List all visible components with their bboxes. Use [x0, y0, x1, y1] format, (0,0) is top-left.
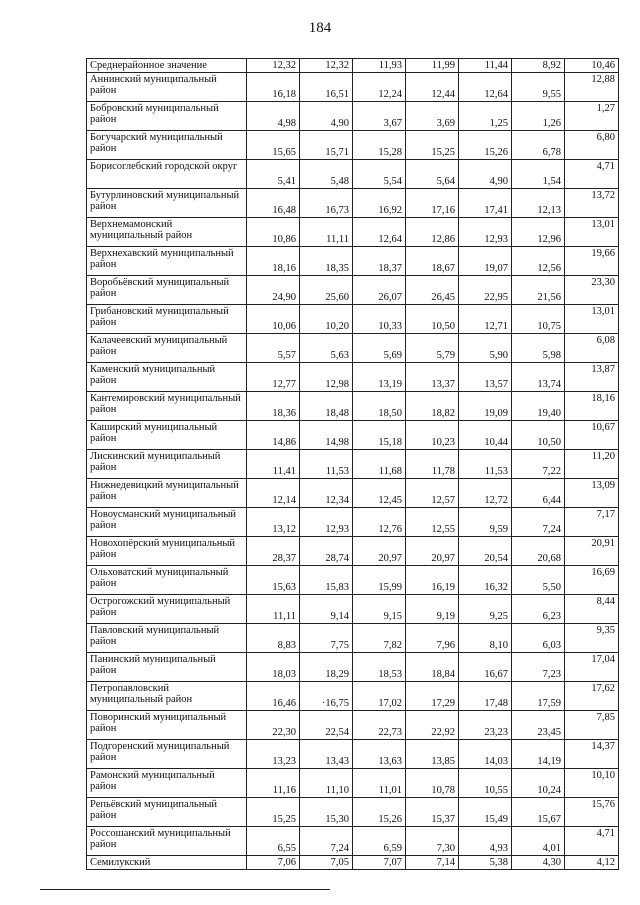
value-cell: 9,19 [406, 595, 459, 624]
table-row [87, 363, 619, 392]
row-label: Богучарский муниципальный район [87, 131, 247, 160]
value-cell: 9,35 [565, 624, 619, 653]
value-cell: 18,16 [565, 392, 619, 421]
row-label: Репьёвский муниципальный район [87, 798, 247, 827]
value-cell: 16,69 [565, 566, 619, 595]
row-label: Нижнедевицкий муниципальный район [87, 479, 247, 508]
table-row [87, 798, 619, 827]
row-label: Панинский муниципальный район [87, 653, 247, 682]
table-row [87, 392, 619, 421]
value-cell: 12,32 [247, 59, 300, 73]
value-cell: 10,20 [300, 305, 353, 334]
value-cell: 5,90 [459, 334, 512, 363]
value-cell: 20,97 [353, 537, 406, 566]
table-row [87, 247, 619, 276]
table-body [87, 59, 619, 870]
row-label: Калачеевский муниципальный район [87, 334, 247, 363]
value-cell: 11,68 [353, 450, 406, 479]
row-label: Петропавловский муниципальный район [87, 682, 247, 711]
table-row [87, 827, 619, 856]
value-cell: 6,03 [512, 624, 565, 653]
table-row [87, 537, 619, 566]
row-label: Грибановский муниципальный район [87, 305, 247, 334]
table-row [87, 276, 619, 305]
value-cell: 24,90 [247, 276, 300, 305]
value-cell: 28,74 [300, 537, 353, 566]
value-cell: 5,48 [300, 160, 353, 189]
value-cell: 4,93 [459, 827, 512, 856]
value-cell: 4,90 [459, 160, 512, 189]
value-cell: 13,01 [565, 305, 619, 334]
value-cell: 18,36 [247, 392, 300, 421]
value-cell: 1,54 [512, 160, 565, 189]
value-cell: 11,10 [300, 769, 353, 798]
row-label: Верхнемамонский муниципальный район [87, 218, 247, 247]
value-cell: 23,23 [459, 711, 512, 740]
value-cell: 11,99 [406, 59, 459, 73]
value-cell: 11,20 [565, 450, 619, 479]
value-cell: 9,14 [300, 595, 353, 624]
value-cell: 5,38 [459, 856, 512, 870]
value-cell: 7,23 [512, 653, 565, 682]
value-cell: 7,30 [406, 827, 459, 856]
value-cell: 26,45 [406, 276, 459, 305]
value-cell: 16,48 [247, 189, 300, 218]
row-label: Аннинский муниципальный район [87, 73, 247, 102]
table-row [87, 479, 619, 508]
row-label: Острогожский муниципальный район [87, 595, 247, 624]
value-cell: 11,53 [300, 450, 353, 479]
data-table [86, 58, 619, 870]
value-cell: 11,11 [300, 218, 353, 247]
value-cell: 7,14 [406, 856, 459, 870]
value-cell: 15,49 [459, 798, 512, 827]
value-cell: 13,12 [247, 508, 300, 537]
value-cell: 14,98 [300, 421, 353, 450]
value-cell: 5,64 [406, 160, 459, 189]
value-cell: 19,09 [459, 392, 512, 421]
value-cell: 6,80 [565, 131, 619, 160]
row-label: Кантемировский муниципальный район [87, 392, 247, 421]
value-cell: 20,68 [512, 537, 565, 566]
row-label: Каширский муниципальный район [87, 421, 247, 450]
value-cell: 9,15 [353, 595, 406, 624]
value-cell: 9,25 [459, 595, 512, 624]
value-cell: 13,23 [247, 740, 300, 769]
value-cell: 1,27 [565, 102, 619, 131]
value-cell: 16,46 [247, 682, 300, 711]
table-row [87, 682, 619, 711]
value-cell: 13,09 [565, 479, 619, 508]
value-cell: 5,79 [406, 334, 459, 363]
table-row [87, 305, 619, 334]
value-cell: 3,69 [406, 102, 459, 131]
value-cell: 11,01 [353, 769, 406, 798]
value-cell: 11,93 [353, 59, 406, 73]
value-cell: 13,01 [565, 218, 619, 247]
value-cell: 12,77 [247, 363, 300, 392]
value-cell: 18,84 [406, 653, 459, 682]
value-cell: 12,72 [459, 479, 512, 508]
value-cell: 13,57 [459, 363, 512, 392]
value-cell: 17,62 [565, 682, 619, 711]
value-cell: 3,67 [353, 102, 406, 131]
value-cell: 28,37 [247, 537, 300, 566]
value-cell: 7,24 [300, 827, 353, 856]
value-cell: 20,97 [406, 537, 459, 566]
value-cell: 6,44 [512, 479, 565, 508]
value-cell: 18,53 [353, 653, 406, 682]
value-cell: 15,83 [300, 566, 353, 595]
row-label: Бутурлиновский муниципальный район [87, 189, 247, 218]
table-row [87, 160, 619, 189]
row-label: Новоусманский муниципальный район [87, 508, 247, 537]
table-row [87, 624, 619, 653]
table-row [87, 653, 619, 682]
value-cell: 15,76 [565, 798, 619, 827]
value-cell: 5,41 [247, 160, 300, 189]
value-cell: 5,69 [353, 334, 406, 363]
value-cell: 8,44 [565, 595, 619, 624]
value-cell: 25,60 [300, 276, 353, 305]
value-cell: 6,59 [353, 827, 406, 856]
value-cell: 18,48 [300, 392, 353, 421]
value-cell: 15,71 [300, 131, 353, 160]
value-cell: 18,67 [406, 247, 459, 276]
value-cell: 10,55 [459, 769, 512, 798]
row-label: Россошанский муниципальный район [87, 827, 247, 856]
value-cell: 13,87 [565, 363, 619, 392]
value-cell: 13,43 [300, 740, 353, 769]
value-cell: 12,32 [300, 59, 353, 73]
value-cell: 12,96 [512, 218, 565, 247]
value-cell: 6,23 [512, 595, 565, 624]
page-number: 184 [308, 20, 332, 36]
value-cell: 9,55 [512, 73, 565, 102]
value-cell: 6,78 [512, 131, 565, 160]
value-cell: 18,50 [353, 392, 406, 421]
row-label: Лискинский муниципальный район [87, 450, 247, 479]
value-cell: 7,85 [565, 711, 619, 740]
value-cell: 17,48 [459, 682, 512, 711]
value-cell: 22,92 [406, 711, 459, 740]
value-cell: 10,24 [512, 769, 565, 798]
value-cell: 12,86 [406, 218, 459, 247]
value-cell: 5,63 [300, 334, 353, 363]
value-cell: 8,10 [459, 624, 512, 653]
value-cell: 10,50 [406, 305, 459, 334]
table-row [87, 450, 619, 479]
value-cell: 21,56 [512, 276, 565, 305]
row-label: Семилукский [87, 856, 247, 870]
row-label: Поворинский муниципальный район [87, 711, 247, 740]
value-cell: 5,98 [512, 334, 565, 363]
value-cell: 1,26 [512, 102, 565, 131]
value-cell: 13,72 [565, 189, 619, 218]
value-cell: 11,16 [247, 769, 300, 798]
value-cell: 12,44 [406, 73, 459, 102]
value-cell: 12,64 [459, 73, 512, 102]
value-cell: 22,73 [353, 711, 406, 740]
value-cell: 5,54 [353, 160, 406, 189]
table-row [87, 740, 619, 769]
value-cell: 11,44 [459, 59, 512, 73]
value-cell: 12,88 [565, 73, 619, 102]
table-row [87, 595, 619, 624]
value-cell: 15,65 [247, 131, 300, 160]
value-cell: 15,25 [406, 131, 459, 160]
row-label: Павловский муниципальный район [87, 624, 247, 653]
table-row [87, 508, 619, 537]
value-cell: ·16,75 [300, 682, 353, 711]
value-cell: 10,33 [353, 305, 406, 334]
value-cell: 26,07 [353, 276, 406, 305]
value-cell: 20,91 [565, 537, 619, 566]
value-cell: 12,76 [353, 508, 406, 537]
value-cell: 10,67 [565, 421, 619, 450]
table-row [87, 218, 619, 247]
value-cell: 16,92 [353, 189, 406, 218]
value-cell: 16,18 [247, 73, 300, 102]
value-cell: 12,93 [459, 218, 512, 247]
table-row [87, 102, 619, 131]
value-cell: 18,82 [406, 392, 459, 421]
value-cell: 12,13 [512, 189, 565, 218]
value-cell: 15,28 [353, 131, 406, 160]
value-cell: 1,25 [459, 102, 512, 131]
table-row [87, 769, 619, 798]
row-label: Рамонский муниципальный район [87, 769, 247, 798]
value-cell: 20,54 [459, 537, 512, 566]
value-cell: 7,75 [300, 624, 353, 653]
value-cell: 17,16 [406, 189, 459, 218]
value-cell: 16,67 [459, 653, 512, 682]
value-cell: 4,12 [565, 856, 619, 870]
value-cell: 7,96 [406, 624, 459, 653]
value-cell: 17,29 [406, 682, 459, 711]
value-cell: 4,30 [512, 856, 565, 870]
value-cell: 15,63 [247, 566, 300, 595]
row-label: Верхнехавский муниципальный район [87, 247, 247, 276]
value-cell: 11,41 [247, 450, 300, 479]
table-row [87, 711, 619, 740]
footnote-divider [40, 889, 330, 890]
value-cell: 15,99 [353, 566, 406, 595]
value-cell: 10,50 [512, 421, 565, 450]
row-label: Борисоглебский городской округ [87, 160, 247, 189]
value-cell: 12,98 [300, 363, 353, 392]
value-cell: 9,59 [459, 508, 512, 537]
value-cell: 18,35 [300, 247, 353, 276]
value-cell: 23,30 [565, 276, 619, 305]
row-label: Каменский муниципальный район [87, 363, 247, 392]
value-cell: 13,37 [406, 363, 459, 392]
value-cell: 13,19 [353, 363, 406, 392]
value-cell: 10,44 [459, 421, 512, 450]
value-cell: 7,82 [353, 624, 406, 653]
value-cell: 15,25 [247, 798, 300, 827]
value-cell: 13,74 [512, 363, 565, 392]
value-cell: 4,90 [300, 102, 353, 131]
value-cell: 10,78 [406, 769, 459, 798]
row-label: Среднерайонное значение [87, 59, 247, 73]
value-cell: 15,30 [300, 798, 353, 827]
value-cell: 8,92 [512, 59, 565, 73]
value-cell: 10,86 [247, 218, 300, 247]
value-cell: 23,45 [512, 711, 565, 740]
table-row [87, 334, 619, 363]
value-cell: 5,50 [512, 566, 565, 595]
value-cell: 13,63 [353, 740, 406, 769]
value-cell: 10,06 [247, 305, 300, 334]
value-cell: 10,46 [565, 59, 619, 73]
value-cell: 14,86 [247, 421, 300, 450]
value-cell: 17,04 [565, 653, 619, 682]
value-cell: 7,07 [353, 856, 406, 870]
value-cell: 22,54 [300, 711, 353, 740]
value-cell: 14,37 [565, 740, 619, 769]
value-cell: 7,05 [300, 856, 353, 870]
value-cell: 17,41 [459, 189, 512, 218]
table-row [87, 421, 619, 450]
value-cell: 6,55 [247, 827, 300, 856]
value-cell: 12,93 [300, 508, 353, 537]
value-cell: 16,19 [406, 566, 459, 595]
value-cell: 11,78 [406, 450, 459, 479]
value-cell: 15,26 [459, 131, 512, 160]
value-cell: 12,71 [459, 305, 512, 334]
value-cell: 12,34 [300, 479, 353, 508]
value-cell: 18,37 [353, 247, 406, 276]
value-cell: 12,55 [406, 508, 459, 537]
value-cell: 19,07 [459, 247, 512, 276]
value-cell: 15,26 [353, 798, 406, 827]
value-cell: 7,24 [512, 508, 565, 537]
value-cell: 12,24 [353, 73, 406, 102]
value-cell: 5,57 [247, 334, 300, 363]
table-row [87, 189, 619, 218]
row-label: Ольховатский муниципальный район [87, 566, 247, 595]
value-cell: 4,01 [512, 827, 565, 856]
table-row [87, 856, 619, 870]
value-cell: 22,95 [459, 276, 512, 305]
value-cell: 10,23 [406, 421, 459, 450]
value-cell: 18,29 [300, 653, 353, 682]
value-cell: 7,06 [247, 856, 300, 870]
value-cell: 16,73 [300, 189, 353, 218]
value-cell: 4,71 [565, 160, 619, 189]
value-cell: 14,03 [459, 740, 512, 769]
value-cell: 12,45 [353, 479, 406, 508]
value-cell: 10,75 [512, 305, 565, 334]
value-cell: 15,67 [512, 798, 565, 827]
value-cell: 14,19 [512, 740, 565, 769]
value-cell: 10,10 [565, 769, 619, 798]
table-row [87, 131, 619, 160]
value-cell: 8,83 [247, 624, 300, 653]
value-cell: 18,16 [247, 247, 300, 276]
row-label: Бобровский муниципальный район [87, 102, 247, 131]
value-cell: 12,56 [512, 247, 565, 276]
value-cell: 22,30 [247, 711, 300, 740]
value-cell: 11,53 [459, 450, 512, 479]
value-cell: 12,14 [247, 479, 300, 508]
row-label: Подгоренский муниципальный район [87, 740, 247, 769]
value-cell: 17,59 [512, 682, 565, 711]
value-cell: 4,71 [565, 827, 619, 856]
value-cell: 11,11 [247, 595, 300, 624]
row-label: Воробьёвский муниципальный район [87, 276, 247, 305]
table-row [87, 73, 619, 102]
value-cell: 17,02 [353, 682, 406, 711]
value-cell: 6,08 [565, 334, 619, 363]
value-cell: 12,64 [353, 218, 406, 247]
value-cell: 7,17 [565, 508, 619, 537]
value-cell: 16,51 [300, 73, 353, 102]
value-cell: 19,66 [565, 247, 619, 276]
value-cell: 15,18 [353, 421, 406, 450]
row-label: Новохопёрский муниципальный район [87, 537, 247, 566]
value-cell: 18,03 [247, 653, 300, 682]
value-cell: 7,22 [512, 450, 565, 479]
value-cell: 13,85 [406, 740, 459, 769]
value-cell: 4,98 [247, 102, 300, 131]
value-cell: 15,37 [406, 798, 459, 827]
value-cell: 12,57 [406, 479, 459, 508]
table-row [87, 59, 619, 73]
value-cell: 19,40 [512, 392, 565, 421]
table-row [87, 566, 619, 595]
value-cell: 16,32 [459, 566, 512, 595]
